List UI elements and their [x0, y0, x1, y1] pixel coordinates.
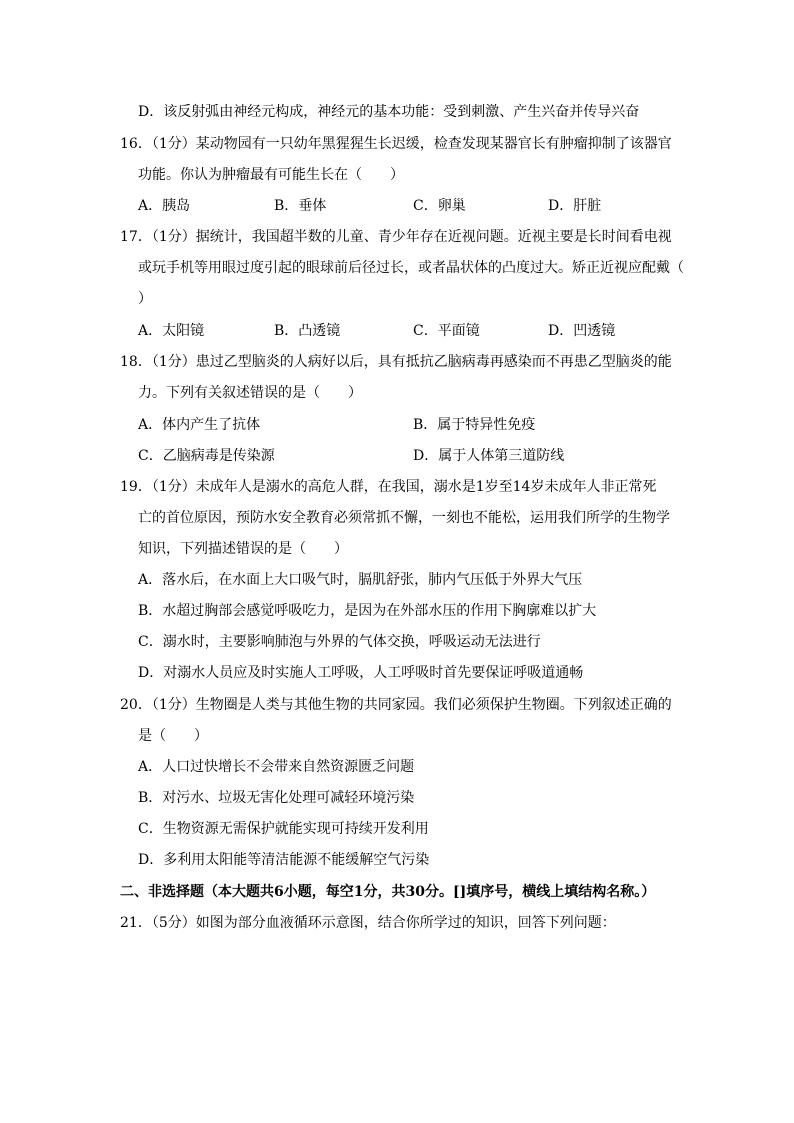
q20-option-a: A．人口过快增长不会带来自然资源匮乏问题 — [138, 759, 415, 775]
q19-stem-line1: 19．（1分）未成年人是溺水的高危人群，在我国，溺水是1岁至14岁未成年人非正常死 — [120, 479, 657, 495]
q15-option-d: D．该反射弧由神经元构成，神经元的基本功能：受到刺激、产生兴奋并传导兴奋 — [138, 104, 640, 120]
q16-option-d: D．肝脏 — [548, 198, 602, 214]
q19-stem-line3: 知识，下列描述错误的是（ ） — [138, 541, 348, 557]
q17-option-b: B．凸透镜 — [274, 323, 341, 339]
q20-stem-line1: 20．（1分）生物圈是人类与其他生物的共同家园。我们必须保护生物圈。下列叙述正确的 — [120, 697, 672, 713]
q20-option-d: D．多利用太阳能等清洁能源不能缓解空气污染 — [138, 852, 430, 868]
q16-option-a: A．胰岛 — [138, 198, 191, 214]
q18-option-b: B．属于特异性免疫 — [413, 417, 536, 433]
q20-stem-line2: 是（ ） — [138, 728, 208, 744]
q16-option-c: C．卵巢 — [413, 198, 466, 214]
q17-stem-line3: ） — [138, 291, 152, 307]
q17-option-d: D．凹透镜 — [548, 323, 616, 339]
q20-option-c: C．生物资源无需保护就能实现可持续开发利用 — [138, 821, 429, 837]
q19-option-a: A．落水后，在水面上大口吸气时，膈肌舒张，肺内气压低于外界大气压 — [138, 572, 583, 588]
q16-stem-line1: 16．（1分）某动物园有一只幼年黑猩猩生长迟缓，检查发现某器官长有肿瘤抑制了该器官 — [120, 136, 672, 152]
q21-stem-line1: 21．（5分）如图为部分血液循环示意图，结合你所学过的知识，回答下列问题： — [120, 915, 616, 931]
q17-option-a: A．太阳镜 — [138, 323, 205, 339]
q19-option-c: C．溺水时，主要影响肺泡与外界的气体交换，呼吸运动无法进行 — [138, 634, 541, 650]
q20-option-b: B．对污水、垃圾无害化处理可减轻环境污染 — [138, 790, 415, 806]
q18-option-c: C．乙脑病毒是传染源 — [138, 448, 275, 464]
q18-stem-line2: 力。下列有关叙述错误的是（ ） — [138, 385, 362, 401]
q16-stem-line2: 功能。你认为肿瘤最有可能生长在（ ） — [138, 167, 404, 183]
q17-stem-line1: 17．（1分）据统计，我国超半数的儿童、青少年存在近视问题。近视主要是长时间看电视 — [120, 229, 672, 245]
q18-option-a: A．体内产生了抗体 — [138, 417, 261, 433]
q16-option-b: B．垂体 — [274, 198, 327, 214]
section2-heading: 二、非选择题（本大题共6小题，每空1分，共30分。[]填序号，横线上填结构名称。） — [120, 884, 656, 900]
q17-option-c: C．平面镜 — [413, 323, 480, 339]
q18-stem-line1: 18．（1分）患过乙型脑炎的人病好以后，具有抵抗乙脑病毒再感染而不再患乙型脑炎的能 — [120, 354, 672, 370]
q18-option-d: D．属于人体第三道防线 — [413, 448, 565, 464]
q19-option-d: D．对溺水人员应及时实施人工呼吸，人工呼吸时首先要保证呼吸道通畅 — [138, 665, 584, 681]
q17-stem-line2: 或玩手机等用眼过度引起的眼球前后径过长，或者晶状体的凸度过大。矫正近视应配戴（ — [138, 260, 684, 276]
q19-option-b: B．水超过胸部会感觉呼吸吃力，是因为在外部水压的作用下胸廓难以扩大 — [138, 603, 597, 619]
q19-stem-line2: 亡的首位原因，预防水安全教育必须常抓不懈，一刻也不能松，运用我们所学的生物学 — [138, 510, 670, 526]
